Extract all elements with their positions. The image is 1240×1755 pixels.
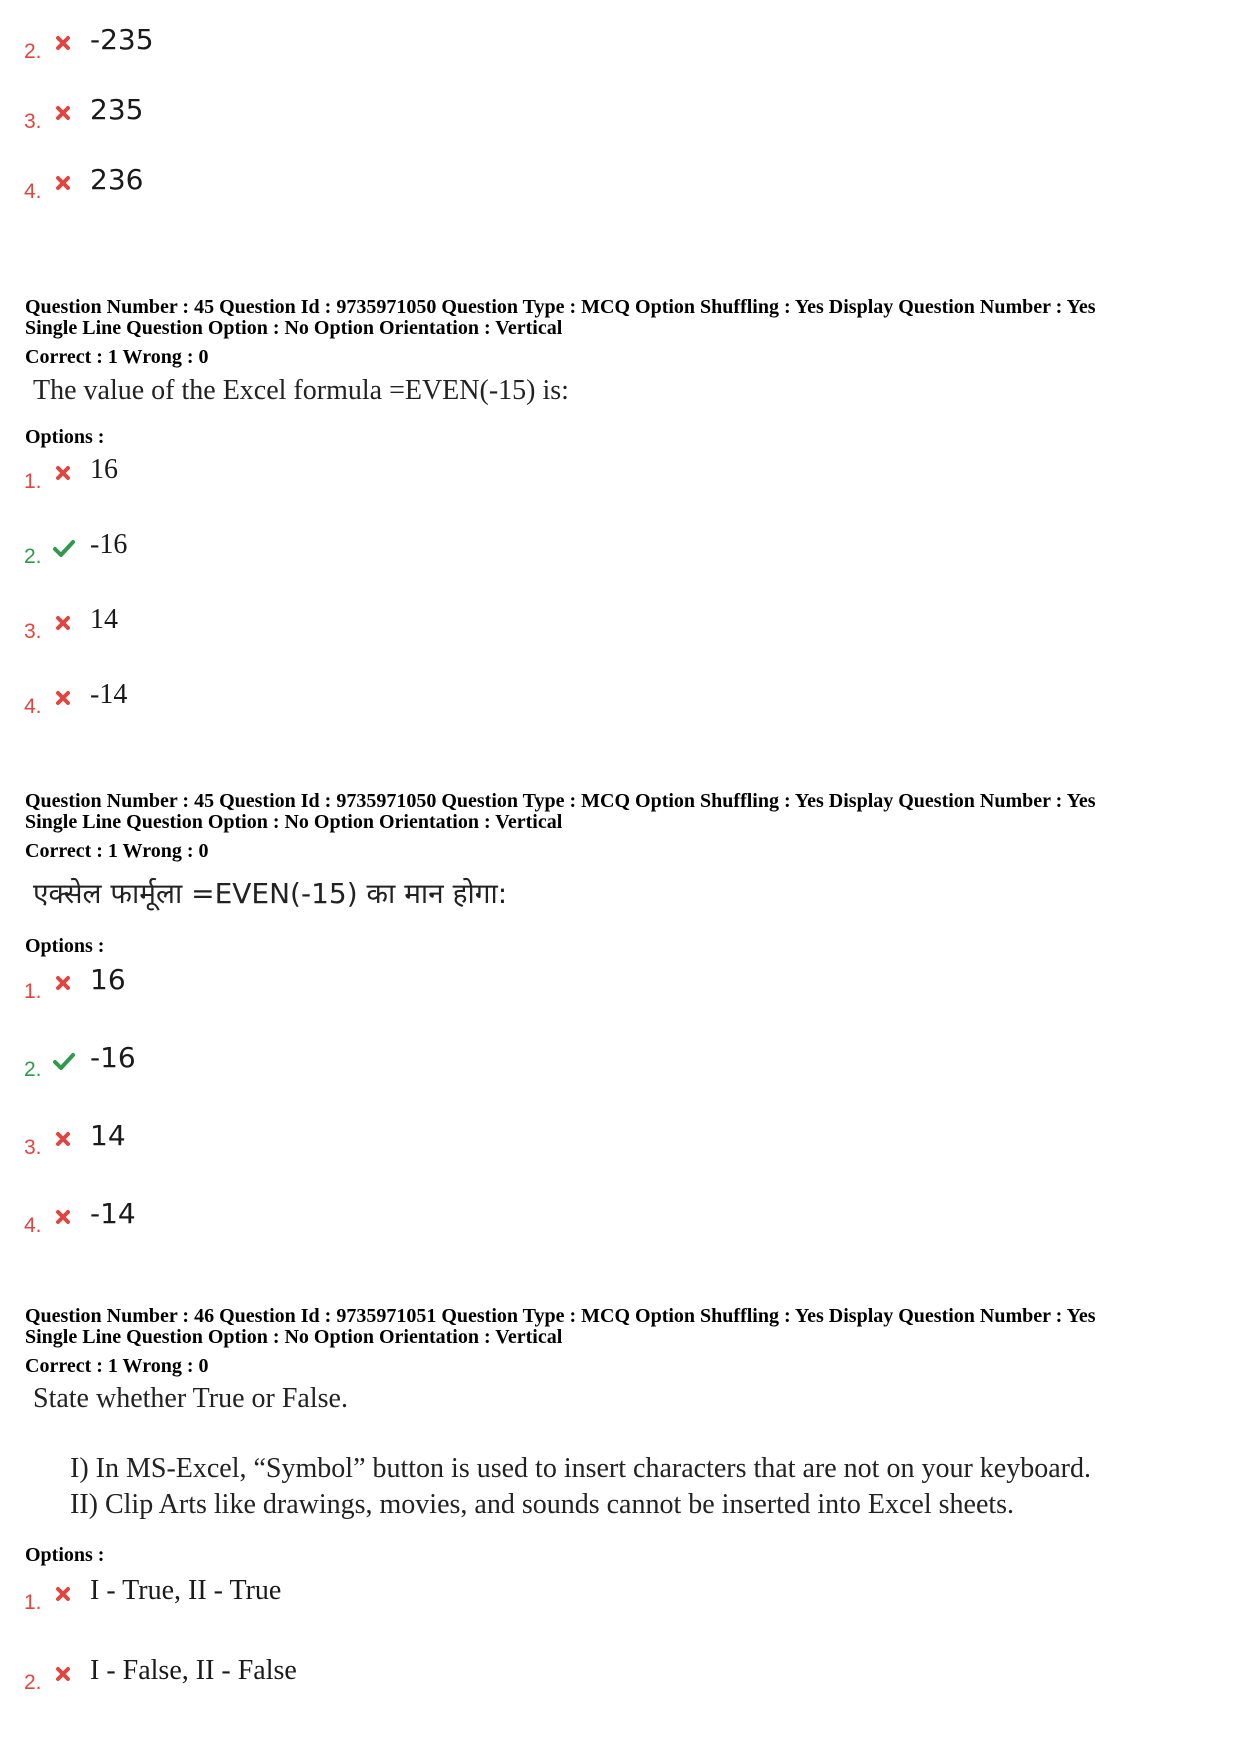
question-text: State whether True or False. xyxy=(33,1383,348,1414)
question-meta-line2: Single Line Question Option : No Option Orientation : Vertical xyxy=(25,317,563,339)
question-meta-line2: Single Line Question Option : No Option Orientation : Vertical xyxy=(25,1326,563,1348)
option-number: 3. xyxy=(24,620,42,643)
option-number: 2. xyxy=(24,40,42,63)
option-number: 1. xyxy=(24,980,42,1003)
option-number: 1. xyxy=(24,470,42,493)
option-value: I - False, II - False xyxy=(90,1655,297,1686)
option-value: -14 xyxy=(90,1197,136,1230)
option-value: -16 xyxy=(90,529,128,560)
cross-icon xyxy=(54,174,72,192)
option-number: 1. xyxy=(24,1591,42,1614)
question-marks: Correct : 1 Wrong : 0 xyxy=(25,1355,209,1377)
option-value: I - True, II - True xyxy=(90,1575,282,1606)
cross-icon xyxy=(54,1208,72,1226)
option-value: 236 xyxy=(90,163,144,196)
option-value: -16 xyxy=(90,1041,136,1074)
check-icon xyxy=(52,539,76,557)
cross-icon xyxy=(54,614,72,632)
statement-1: I) In MS-Excel, “Symbol” button is used to insert characters that are not on your keyboard. xyxy=(70,1453,1091,1484)
cross-icon xyxy=(54,1665,72,1683)
option-value: 14 xyxy=(90,604,118,635)
question-meta-line1: Question Number : 45 Question Id : 9735971050 Question Type : MCQ Option Shuffling : Yes Display Question Number : Yes xyxy=(25,296,1096,318)
option-value: 235 xyxy=(90,93,144,126)
statement-2: II) Clip Arts like drawings, movies, and sounds cannot be inserted into Excel sheets. xyxy=(70,1489,1015,1520)
check-icon xyxy=(52,1052,76,1070)
cross-icon xyxy=(54,104,72,122)
cross-icon xyxy=(54,464,72,482)
question-meta-line2: Single Line Question Option : No Option Orientation : Vertical xyxy=(25,811,563,833)
cross-icon xyxy=(54,1130,72,1148)
cross-icon xyxy=(54,974,72,992)
option-value: 16 xyxy=(90,963,126,996)
option-value: -235 xyxy=(90,23,154,56)
option-number: 3. xyxy=(24,1136,42,1159)
question-marks: Correct : 1 Wrong : 0 xyxy=(25,840,209,862)
option-number: 4. xyxy=(24,180,42,203)
options-label: Options : xyxy=(25,1544,105,1566)
option-number: 4. xyxy=(24,1214,42,1237)
option-value: 14 xyxy=(90,1119,126,1152)
options-label: Options : xyxy=(25,426,105,448)
question-text: एक्सेल फार्मूला =EVEN(-15) का मान होगा: xyxy=(33,877,508,910)
options-label: Options : xyxy=(25,935,105,957)
question-marks: Correct : 1 Wrong : 0 xyxy=(25,346,209,368)
option-value: 16 xyxy=(90,454,118,485)
option-number: 4. xyxy=(24,695,42,718)
option-number: 2. xyxy=(24,1671,42,1694)
cross-icon xyxy=(54,1585,72,1603)
cross-icon xyxy=(54,34,72,52)
option-number: 3. xyxy=(24,110,42,133)
question-meta-line1: Question Number : 46 Question Id : 9735971051 Question Type : MCQ Option Shuffling : Yes Display Question Number : Yes xyxy=(25,1305,1096,1327)
cross-icon xyxy=(54,689,72,707)
option-value: -14 xyxy=(90,679,128,710)
question-meta-line1: Question Number : 45 Question Id : 9735971050 Question Type : MCQ Option Shuffling : Yes Display Question Number : Yes xyxy=(25,790,1096,812)
option-number: 2. xyxy=(24,545,42,568)
option-number: 2. xyxy=(24,1058,42,1081)
question-text: The value of the Excel formula =EVEN(-15) is: xyxy=(33,375,569,406)
